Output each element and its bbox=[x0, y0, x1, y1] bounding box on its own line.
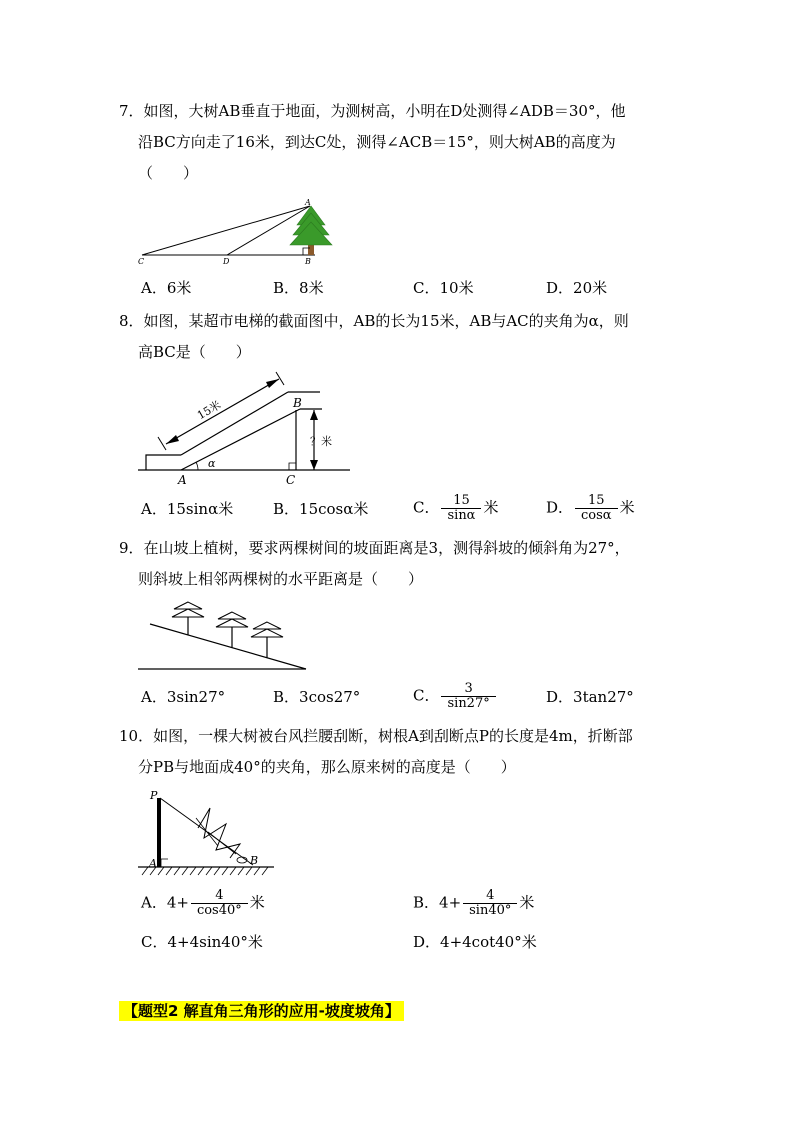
section-banner: 【题型2 解直角三角形的应用-坡度坡角】 bbox=[119, 1001, 404, 1021]
q8-option-c[interactable] bbox=[413, 494, 498, 523]
q10-option-a[interactable] bbox=[141, 889, 265, 918]
q8-option-d-fraction bbox=[575, 494, 618, 523]
q10-label-a: A bbox=[149, 857, 157, 870]
q7-label-d: D bbox=[223, 257, 230, 266]
q7-line3: （ ） bbox=[138, 164, 199, 182]
q7-option-c[interactable]: C．10米 bbox=[413, 279, 474, 297]
q10-option-b-suffix: 米 bbox=[519, 893, 535, 912]
q10-label-p: P bbox=[150, 789, 158, 802]
q9-option-c-fraction bbox=[441, 682, 495, 711]
q7-option-a[interactable]: A．6米 bbox=[141, 279, 192, 297]
q9-option-c-den: sin27° bbox=[447, 696, 490, 711]
q8-height-label: ？米 bbox=[310, 435, 332, 448]
q9-option-d[interactable]: D．3tan27° bbox=[546, 688, 634, 706]
q8-line1: 8．如图，某超市电梯的截面图中，AB的长为15米，AB与AC的夹角为α，则 bbox=[119, 312, 629, 330]
q10-option-a-den: cos40° bbox=[196, 903, 242, 918]
q10-option-b-prefix: B．4+ bbox=[413, 893, 462, 912]
q10-option-d[interactable]: D．4+4cot40°米 bbox=[413, 933, 537, 951]
q9-figure bbox=[138, 598, 313, 673]
q10-line2: 分PB与地面成40°的夹角，那么原来树的高度是（ ） bbox=[138, 758, 516, 776]
q8-label-b: B bbox=[293, 396, 302, 410]
q9-option-a[interactable]: A．3sin27° bbox=[141, 688, 226, 706]
q9-option-c[interactable] bbox=[413, 682, 498, 711]
q10-option-c[interactable]: C．4+4sin40°米 bbox=[141, 933, 263, 951]
q7-figure bbox=[130, 195, 330, 270]
q7-option-b[interactable]: B．8米 bbox=[273, 279, 324, 297]
q10-option-a-fraction bbox=[191, 889, 248, 918]
q8-option-a[interactable]: A．15sinα米 bbox=[141, 500, 234, 518]
q8-option-c-prefix: C． bbox=[413, 498, 440, 517]
q10-option-b[interactable] bbox=[413, 889, 534, 918]
q10-figure bbox=[138, 788, 278, 880]
q9-line1: 9．在山坡上植树，要求两棵树间的坡面距离是3，测得斜坡的倾斜角为27°， bbox=[119, 539, 630, 557]
q7-label-b: B bbox=[305, 257, 311, 266]
q8-option-b[interactable]: B．15cosα米 bbox=[273, 500, 369, 518]
q9-line2: 则斜坡上相邻两棵树的水平距离是（ ） bbox=[138, 570, 424, 588]
q10-option-a-suffix: 米 bbox=[249, 893, 265, 912]
q8-option-d-num: 15 bbox=[575, 494, 618, 509]
q7-line2: 沿BC方向走了16米，到达C处，测得∠ACB＝15°，则大树AB的高度为 bbox=[138, 133, 616, 151]
q8-option-c-num: 15 bbox=[441, 494, 481, 509]
q8-option-d-prefix: D． bbox=[546, 498, 574, 517]
q8-option-d-den: cosα bbox=[581, 508, 612, 523]
q8-option-c-suffix: 米 bbox=[483, 498, 499, 517]
q8-option-c-fraction bbox=[441, 494, 481, 523]
q8-option-c-den: sinα bbox=[447, 508, 476, 523]
q9-option-b[interactable]: B．3cos27° bbox=[273, 688, 361, 706]
q9-option-c-prefix: C． bbox=[413, 686, 440, 705]
q7-label-a: A bbox=[305, 198, 311, 207]
q8-length-label: 15米 bbox=[195, 398, 224, 423]
q8-label-a: A bbox=[178, 473, 187, 487]
q10-label-b: B bbox=[250, 854, 259, 867]
q9-option-c-num: 3 bbox=[441, 682, 495, 697]
q10-option-b-fraction bbox=[463, 889, 517, 918]
q10-line1: 10．如图，一棵大树被台风拦腰刮断，树根A到刮断点P的长度是4m，折断部 bbox=[119, 727, 633, 745]
q8-figure bbox=[138, 370, 358, 490]
q8-line2: 高BC是（ ） bbox=[138, 343, 251, 361]
q8-option-d[interactable] bbox=[546, 494, 635, 523]
q10-option-b-den: sin40° bbox=[469, 903, 512, 918]
q10-option-b-num: 4 bbox=[463, 889, 517, 904]
q8-label-c: C bbox=[286, 473, 296, 487]
q8-alpha-label: α bbox=[208, 457, 216, 470]
q7-label-c: C bbox=[138, 257, 145, 266]
q7-option-d[interactable]: D．20米 bbox=[546, 279, 608, 297]
q10-option-a-num: 4 bbox=[191, 889, 248, 904]
q7-line1: 7．如图，大树AB垂直于地面，为测树高，小明在D处测得∠ADB＝30°，他 bbox=[119, 102, 626, 120]
q10-option-a-prefix: A．4+ bbox=[141, 893, 189, 912]
q8-option-d-suffix: 米 bbox=[619, 498, 635, 517]
